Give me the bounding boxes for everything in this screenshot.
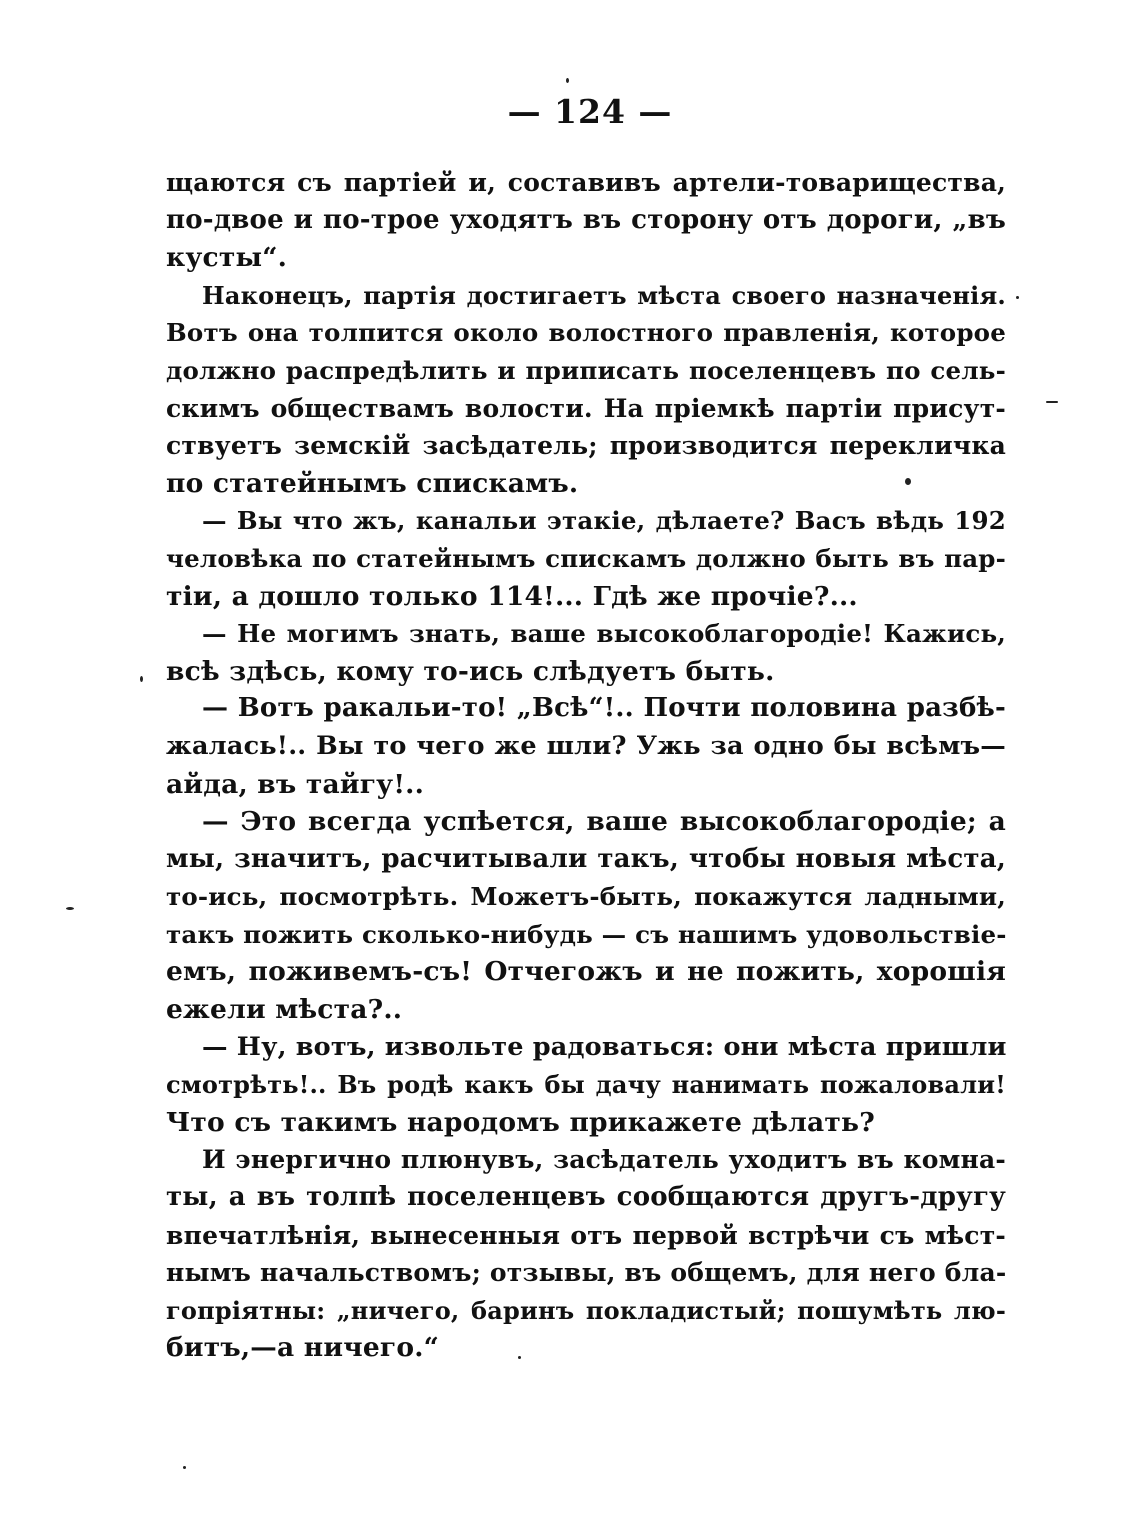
- text-line: — Это всегда успѣется, ваше высокоблагородіе; а: [202, 806, 1006, 838]
- text-line: ствуетъ земскій засѣдатель; производится перекличка: [166, 431, 1006, 461]
- scan-speck: [905, 478, 911, 485]
- text-line: ты, а въ толпѣ поселенцевъ сообщаются другъ-другу: [166, 1182, 1006, 1213]
- scan-speck: [1046, 401, 1058, 403]
- text-line: всѣ здѣсь, кому то-ись слѣдуетъ быть.: [166, 655, 775, 687]
- text-line: битъ,—а ничего.“: [166, 1332, 440, 1364]
- text-line: — Не могимъ знать, ваше высокоблагородіе! Кажись,: [202, 619, 1006, 649]
- text-line: такъ пожить сколько-нибудь — съ нашимъ удовольствіе-: [166, 919, 1007, 949]
- scan-speck: [183, 1466, 186, 1469]
- text-line: Что съ такимъ народомъ прикажете дѣлать?: [166, 1106, 875, 1138]
- text-line: нымъ начальствомъ; отзывы, въ общемъ, для него бла-: [166, 1258, 1007, 1288]
- text-line: жалась!.. Вы то чего же шли? Ужь за одно бы всѣмъ—: [166, 730, 1006, 761]
- text-line: айда, въ тайгу!..: [166, 768, 425, 800]
- body-text: [166, 164, 1006, 1367]
- text-line: впечатлѣнія, вынесенныя отъ первой встрѣчи съ мѣст-: [166, 1220, 1006, 1250]
- text-line: скимъ обществамъ волости. На пріемкѣ партіи присут-: [166, 393, 1006, 423]
- scan-speck: [66, 907, 74, 910]
- text-line: щаются съ партіей и, составивъ артели-товарищества,: [166, 168, 1006, 197]
- text-line: И энергично плюнувъ, засѣдатель уходитъ въ комна-: [202, 1145, 1006, 1175]
- text-line: человѣка по статейнымъ спискамъ должно быть въ пар-: [166, 543, 1006, 573]
- scan-speck: [518, 1356, 521, 1359]
- text-line: смотрѣть!.. Въ родѣ какъ бы дачу нанимать пожаловали!: [166, 1070, 1006, 1100]
- text-line: гопріятны: „ничего, баринъ покладистый; пошумѣть лю-: [166, 1295, 1006, 1325]
- text-line: — Вы что жъ, канальи этакіе, дѣлаете? Васъ вѣдь 192: [202, 506, 1006, 536]
- text-line: — Ну, вотъ, извольте радоваться: они мѣста пришли: [202, 1031, 1007, 1062]
- text-line: то-ись, посмотрѣть. Можетъ-быть, покажутся ладными,: [166, 882, 1006, 912]
- text-line: кусты“.: [166, 242, 288, 274]
- scan-speck: [1016, 296, 1019, 299]
- scan-speck: [566, 78, 569, 83]
- text-line: — Вотъ ракальи-то! „Всѣ“!.. Почти половина разбѣ-: [202, 693, 1006, 724]
- page-number: — 124 —: [507, 92, 673, 131]
- text-line: емъ, поживемъ-съ! Отчегожъ и не пожить, хорошія: [166, 956, 1006, 988]
- text-line: должно распредѣлить и приписать поселенцевъ по сель-: [166, 355, 1006, 385]
- text-line: Вотъ она толпится около волостного правленія, которое: [166, 318, 1006, 348]
- text-line: по статейнымъ спискамъ.: [166, 467, 579, 499]
- text-line: мы, значитъ, расчитывали такъ, чтобы новыя мѣста,: [166, 843, 1006, 874]
- text-line: ежели мѣста?..: [166, 994, 403, 1026]
- text-line: тіи, а дошло только 114!... Гдѣ же прочіе?...: [166, 580, 858, 612]
- text-line: Наконецъ, партія достигаетъ мѣста своего назначенія.: [202, 280, 1006, 310]
- text-line: по-двое и по-трое уходятъ въ сторону отъ дороги, „въ: [166, 204, 1006, 235]
- scan-speck: [140, 676, 143, 682]
